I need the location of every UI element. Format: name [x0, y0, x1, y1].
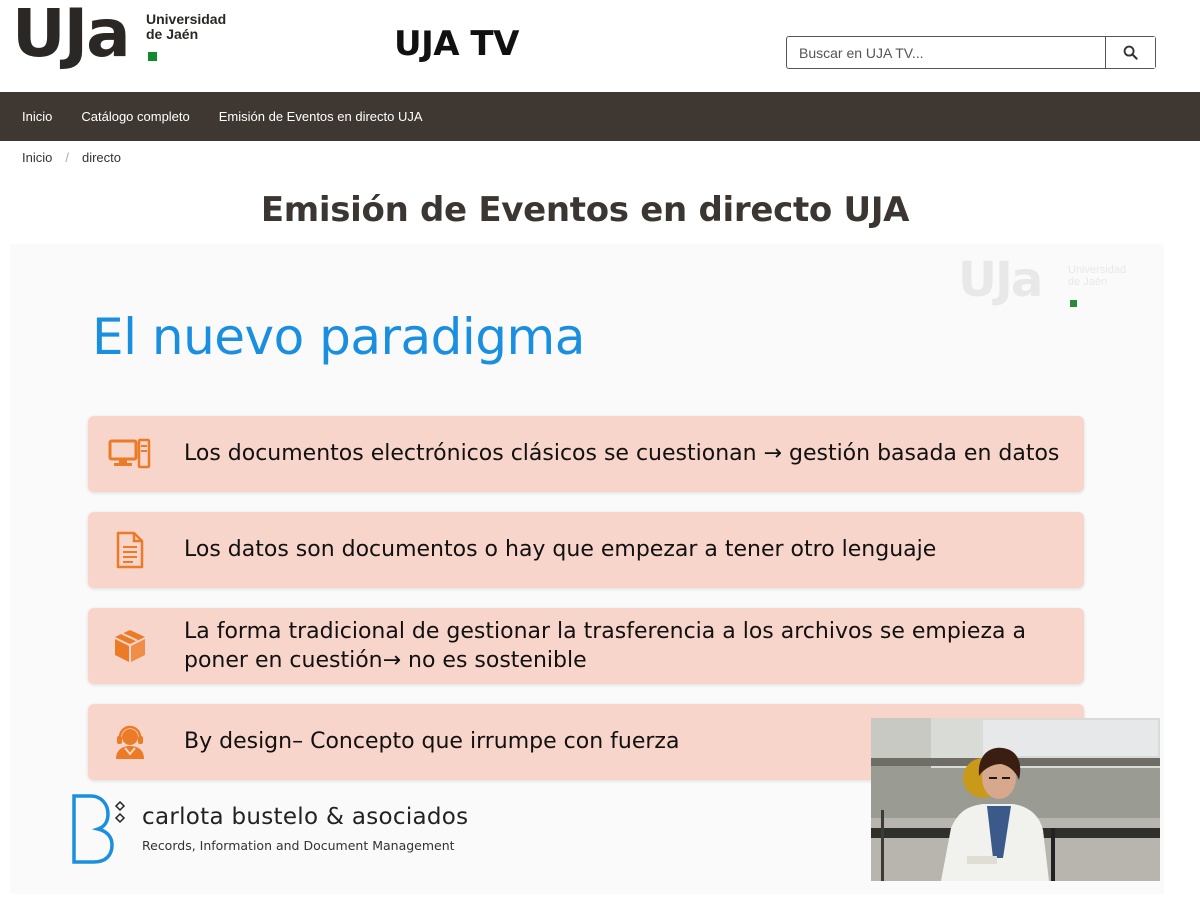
logo-name-line2: de Jaén [146, 26, 199, 42]
breadcrumb-inicio[interactable]: Inicio [22, 150, 53, 165]
slide-item-text: Los documentos electrónicos clásicos se cuestionan → gestión basada en datos [184, 441, 1060, 466]
watermark-line1: Universidad [1068, 264, 1127, 276]
speaker-video-frame [871, 718, 1160, 881]
main-nav [0, 92, 1200, 141]
watermark-mark: UJa [958, 252, 1042, 308]
search-form [786, 36, 1156, 69]
breadcrumb-separator: / [65, 150, 69, 165]
site-header [0, 0, 1200, 92]
logo-text [146, 12, 226, 42]
carlota-bustelo-logo [70, 794, 490, 866]
carlota-b-logo-mark [70, 794, 132, 864]
uja-watermark-logo [958, 252, 1158, 308]
document-icon [108, 528, 152, 572]
logo-mark: UJa [12, 0, 129, 72]
nav-item-inicio[interactable]: Inicio [22, 109, 53, 124]
breadcrumb [22, 150, 121, 165]
slide-item-text: By design– Concepto que irrumpe con fuerza [184, 729, 680, 754]
slide-item-text: La forma tradicional de gestionar la trasferencia a los archivos se empieza a poner en cuestión→ no es sostenible [184, 619, 1026, 673]
search-input[interactable] [787, 37, 1105, 68]
slide-item [88, 512, 1084, 588]
nav-item-emision[interactable]: Emisión de Eventos en directo UJA [218, 109, 423, 124]
university-logo[interactable] [12, 0, 242, 72]
page-title: Emisión de Eventos en directo UJA [260, 190, 910, 230]
watermark-line2: de Jaén [1068, 276, 1108, 288]
search-button[interactable] [1105, 37, 1155, 68]
logo-name-line1: Universidad [146, 11, 227, 27]
slide-item-text: Los datos son documentos o hay que empezar a tener otro lenguaje [184, 537, 937, 562]
breadcrumb-current: directo [81, 150, 122, 165]
slide-item [88, 608, 1084, 684]
slide-item [88, 416, 1084, 492]
watermark-text [1068, 264, 1126, 288]
carlota-bustelo-name: carlota bustelo & asociados [142, 804, 469, 830]
slide-heading: El nuevo paradigma [92, 308, 585, 366]
nav-item-catalogo[interactable]: Catálogo completo [81, 109, 190, 124]
box-icon [108, 624, 152, 668]
logo-square [148, 52, 157, 61]
speaker-camera-feed[interactable] [871, 718, 1160, 881]
support-agent-icon [108, 720, 152, 764]
watermark-square [1070, 300, 1077, 307]
computer-icon [108, 432, 152, 476]
site-title[interactable]: UJA TV [394, 24, 519, 64]
carlota-bustelo-subtitle: Records, Information and Document Management [142, 838, 455, 853]
search-icon [1123, 45, 1138, 60]
